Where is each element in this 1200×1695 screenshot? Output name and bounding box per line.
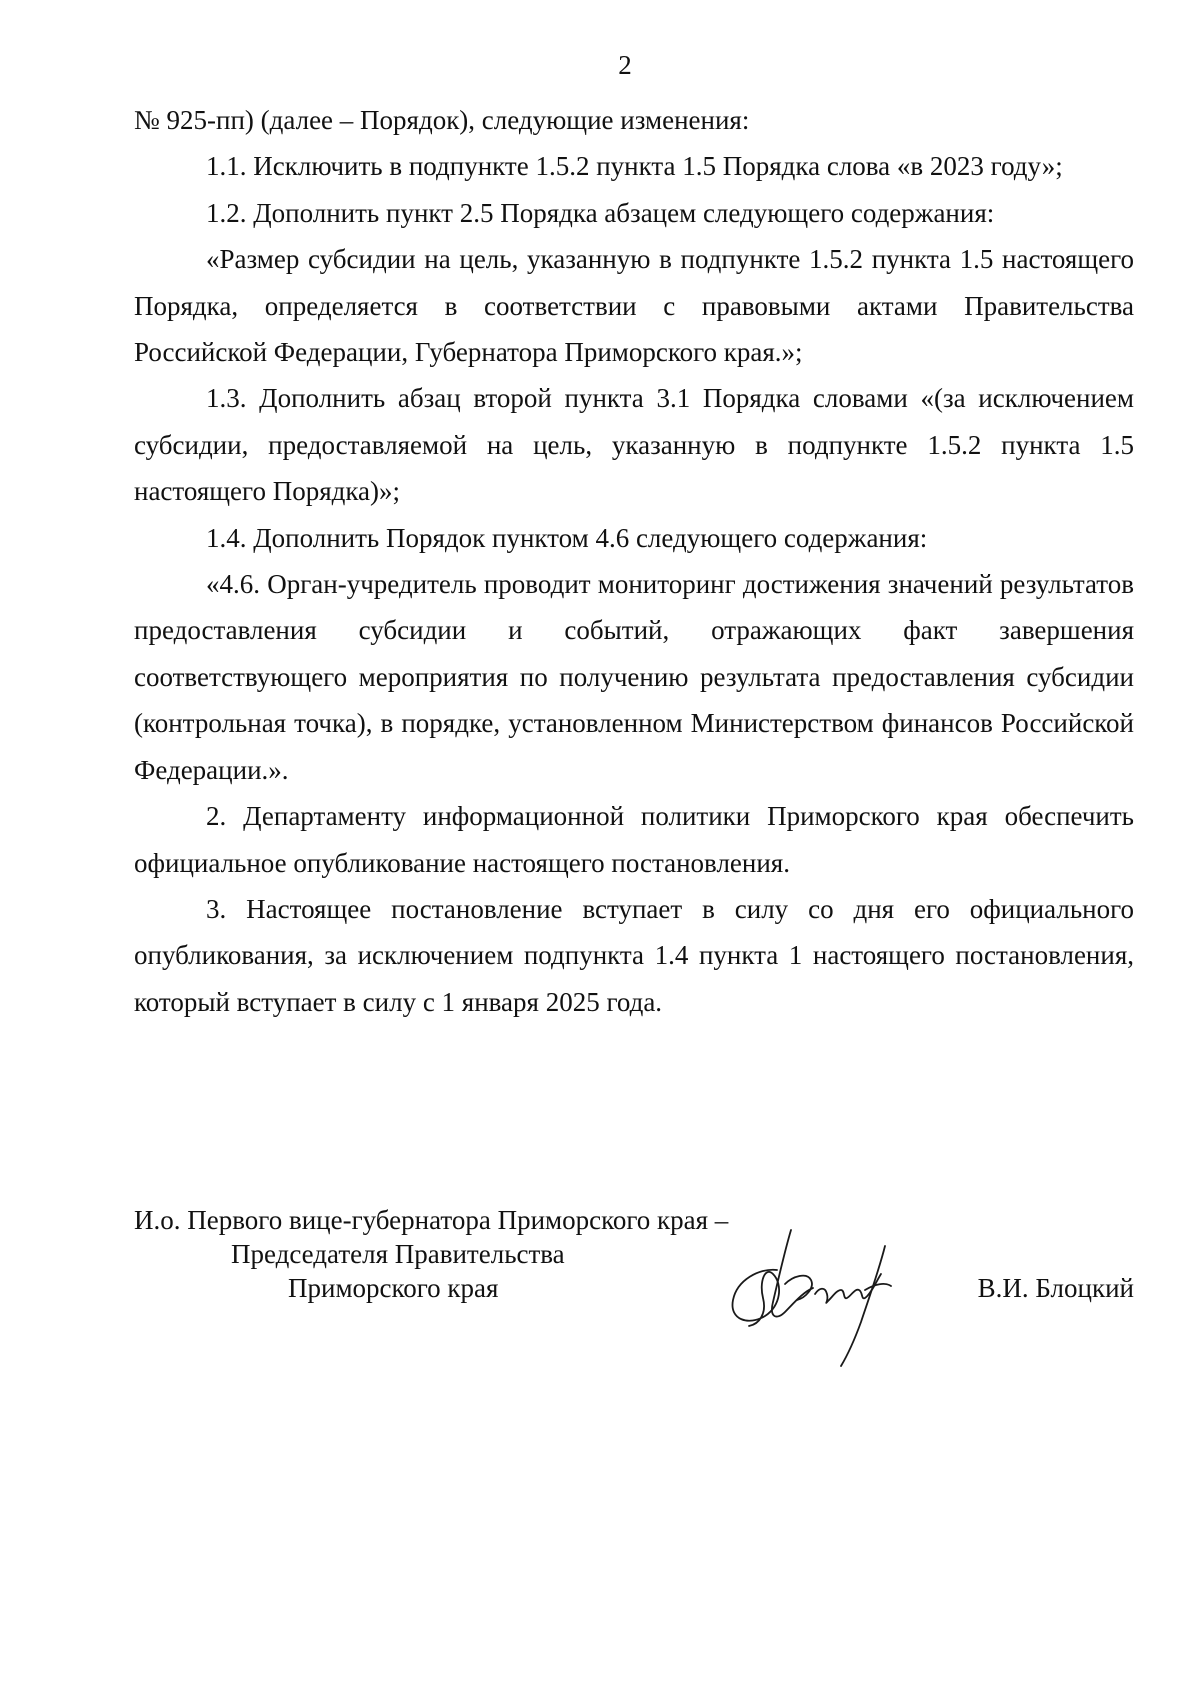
- paragraph-continuation: № 925-пп) (далее – Порядок), следующие изменения:: [134, 105, 750, 135]
- handwritten-signature: [719, 1228, 919, 1373]
- paragraph-item-3: 3. Настоящее постановление вступает в силу со дня его официального опубликования, за исключением подпункта 1.4 пункта 1 настоящего постановления, который вступает в силу с 1 января 2025 года.: [134, 893, 1134, 1017]
- paragraph-quote-4-6: «4.6. Орган-учредитель проводит мониторинг достижения значений результатов предоставления субсидии и событий, отражающих факт завершения соответствующего мероприятия по получению результата предоставления субсидии (контрольная точка), в порядке, установленном Министерством финансов Российской Федерации.».: [134, 569, 1134, 785]
- signature-block: [134, 1203, 1134, 1373]
- paragraph-quote-subsidy-size: «Размер субсидии на цель, указанную в подпункте 1.5.2 пункта 1.5 настоящего Порядка, определяется в соответствии с правовыми актами Правительства Российской Федерации, Губернатора Приморского края.»;: [134, 244, 1134, 368]
- signatory-title-line-1: И.о. Первого вице-губернатора Приморского края –: [134, 1205, 729, 1235]
- paragraph-item-1-1: 1.1. Исключить в подпункте 1.5.2 пункта 1.5 Порядка слова «в 2023 году»;: [206, 151, 1063, 182]
- paragraph-item-1-4: 1.4. Дополнить Порядок пунктом 4.6 следующего содержания:: [206, 522, 928, 553]
- signatory-title-line-3: Приморского края: [288, 1273, 499, 1303]
- signatory-name: В.И. Блоцкий: [977, 1273, 1134, 1303]
- page-number: 2: [618, 50, 632, 80]
- paragraph-item-1-3: 1.3. Дополнить абзац второй пункта 3.1 Порядка словами «(за исключением субсидии, предоставляемой на цель, указанную в подпункте 1.5.2 пункта 1.5 настоящего Порядка)»;: [134, 383, 1134, 507]
- document-body: [134, 97, 1134, 1025]
- paragraph-item-2: 2. Департаменту информационной политики Приморского края обеспечить официальное опубликование настоящего постановления.: [134, 801, 1134, 878]
- signatory-title-line-2: Председателя Правительства: [231, 1239, 565, 1269]
- paragraph-item-1-2: 1.2. Дополнить пункт 2.5 Порядка абзацем следующего содержания:: [206, 197, 995, 228]
